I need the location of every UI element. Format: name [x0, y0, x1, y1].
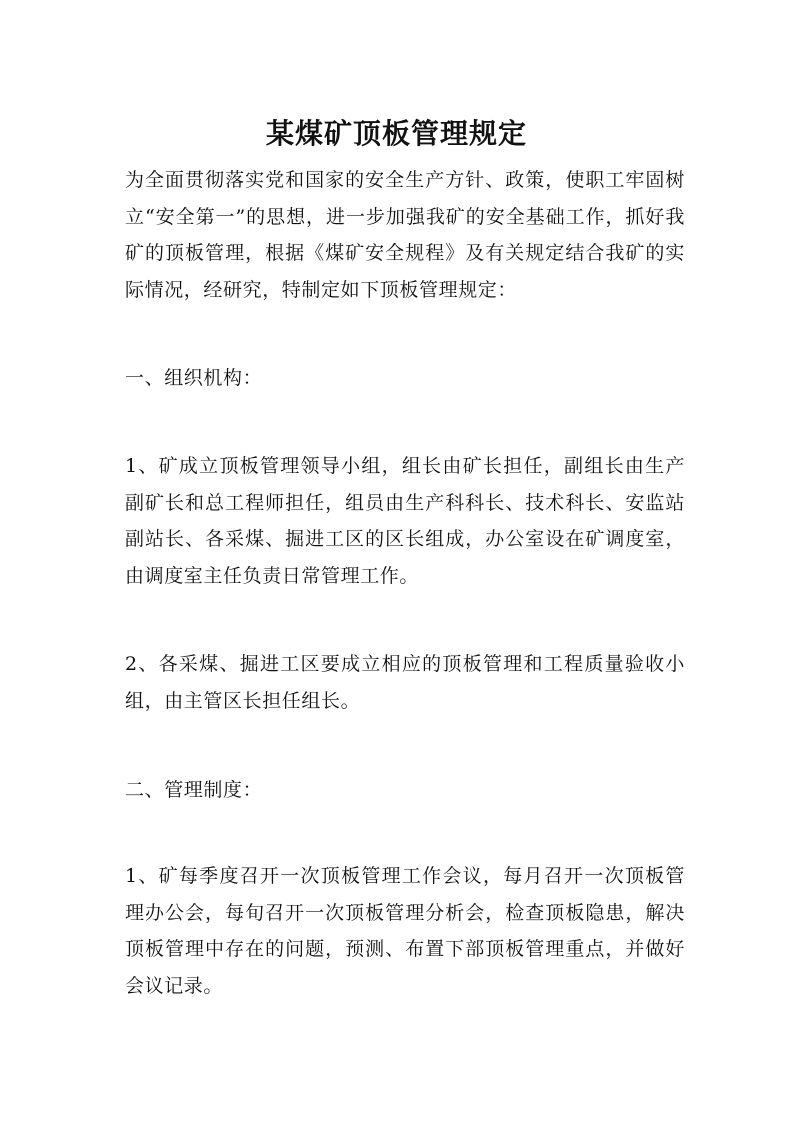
section-heading-management: 二、管理制度： [125, 779, 263, 801]
intro-paragraph: 为全面贯彻落实党和国家的安全生产方针、政策，使职工牢固树立“安全第一”的思想，进一步加强我矿的安全基础工作，抓好我矿的顶板管理，根据《煤矿安全规程》及有关规定结合我矿的实际情况，经研究，特制定如下顶板管理规定： [125, 169, 685, 301]
document-title: 某煤矿顶板管理规定 [265, 116, 527, 150]
section1-item-1: 1、矿成立顶板管理领导小组，组长由矿长担任，副组长由生产副矿长和总工程师担任，组员由生产科科长、技术科长、安监站副站长、各采煤、掘进工区的区长组成，办公室设在矿调度室，由调度室主任负责日常管理工作。 [125, 455, 685, 587]
section-heading-organization: 一、组织机构： [125, 367, 263, 389]
section2-item-1: 1、矿每季度召开一次顶板管理工作会议，每月召开一次顶板管理办公会，每旬召开一次顶板管理分析会，检查顶板隐患，解决顶板管理中存在的问题，预测、布置下部顶板管理重点，并做好会议记录。 [125, 865, 685, 997]
section1-item-2: 2、各采煤、掘进工区要成立相应的顶板管理和工程质量验收小组，由主管区长担任组长。 [125, 653, 685, 712]
